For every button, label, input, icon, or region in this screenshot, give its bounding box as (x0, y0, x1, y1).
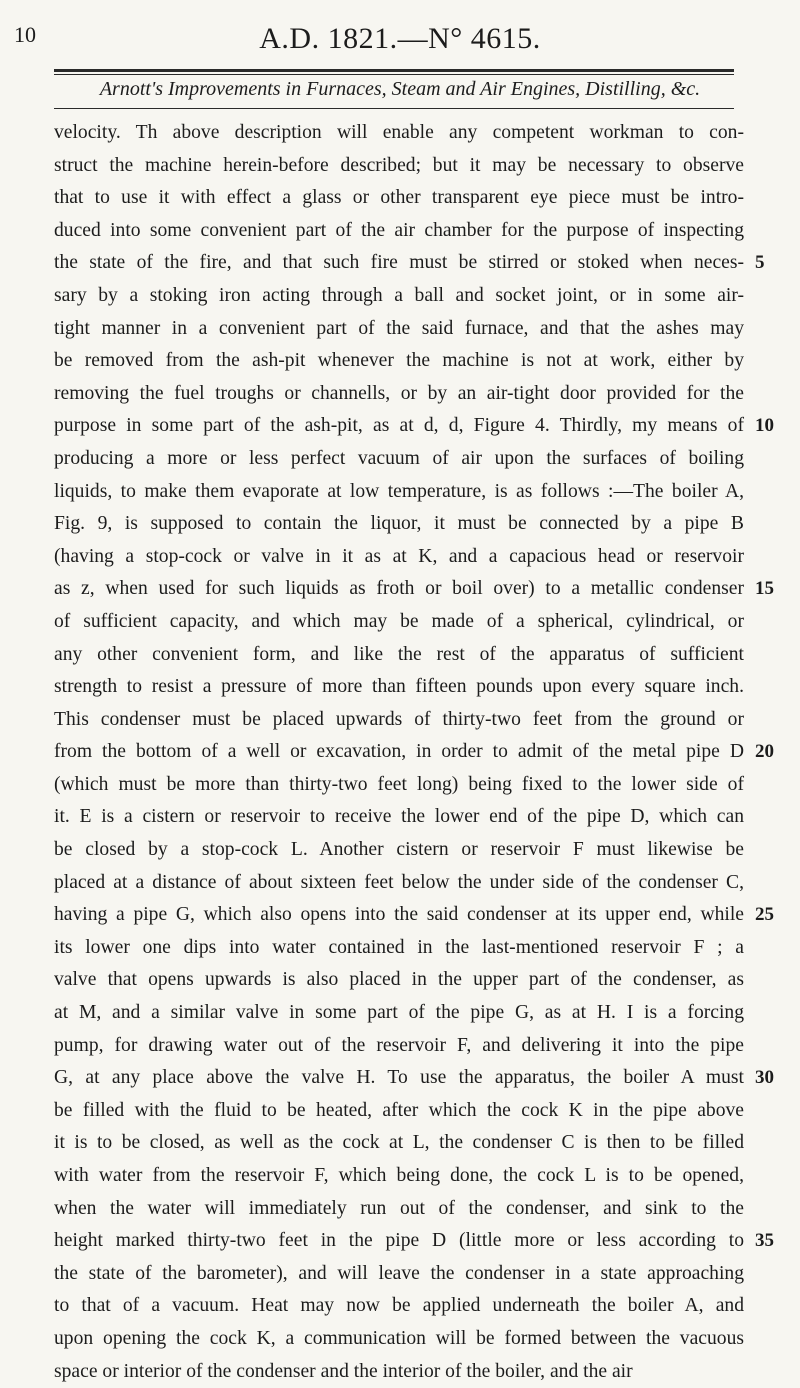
text-line: purpose in some part of the ash-pit, as at d, d, Figure 4. Thirdly, my means of (54, 415, 744, 437)
margin-line-number: 35 (755, 1230, 774, 1251)
text-line: be closed by a stop-cock L. Another cistern or reservoir F must likewise be (54, 839, 744, 861)
text-line: be filled with the fluid to be heated, after which the cock K in the pipe above (54, 1099, 744, 1121)
margin-line-number: 30 (755, 1067, 774, 1089)
text-line: (which must be more than thirty-two feet long) being fixed to the lower side of (54, 773, 744, 795)
text-line: strength to resist a pressure of more than fifteen pounds upon every square inch. (54, 676, 744, 698)
text-line: be removed from the ash-pit whenever the machine is not at work, either by (54, 350, 744, 372)
text-line: placed at a distance of about sixteen feet below the under side of the condenser C, (54, 871, 744, 893)
margin-line-number: 5 (755, 252, 765, 274)
text-line: upon opening the cock K, a communication will be formed between the vacuous (54, 1327, 744, 1349)
text-line: the state of the barometer), and will leave the condenser in a state approaching (54, 1262, 744, 1284)
text-line: it. E is a cistern or reservoir to receive the lower end of the pipe D, which can (54, 806, 744, 828)
header-rule (54, 69, 734, 75)
text-line: to that of a vacuum. Heat may now be applied underneath the boiler A, and (54, 1295, 744, 1317)
text-line: producing a more or less perfect vacuum of air upon the surfaces of boiling (54, 447, 744, 469)
text-line: Fig. 9, is supposed to contain the liquor, it must be connected by a pipe B (54, 513, 744, 535)
text-line: space or interior of the condenser and the interior of the boiler, and the air (54, 1360, 633, 1382)
body-text (54, 117, 744, 1388)
text-line: tight manner in a convenient part of the said furnace, and that the ashes may (54, 317, 744, 339)
text-line: any other convenient form, and like the rest of the apparatus of sufficient (54, 643, 744, 665)
text-line: duced into some convenient part of the air chamber for the purpose of inspecting (54, 219, 744, 241)
margin-line-number: 20 (755, 741, 774, 763)
text-line: liquids, to make them evaporate at low temperature, is as follows :—The boiler A, (54, 480, 744, 502)
text-line: sary by a stoking iron acting through a ball and socket joint, or in some air- (54, 284, 744, 306)
text-line: with water from the reservoir F, which being done, the cock L is to be opened, (54, 1165, 744, 1186)
page-number: 10 (14, 22, 36, 47)
margin-line-number: 25 (755, 904, 774, 926)
text-line: its lower one dips into water contained in the last-mentioned reservoir F ; a (54, 936, 744, 958)
text-line: the state of the fire, and that such fire must be stirred or stoked when neces- (54, 252, 744, 274)
text-line: having a pipe G, which also opens into the said condenser at its upper end, while (54, 904, 744, 926)
text-line: it is to be closed, as well as the cock at L, the condenser C is then to be filled (54, 1132, 744, 1154)
text-line: valve that opens upwards is also placed in the upper part of the condenser, as (54, 969, 744, 991)
text-line: height marked thirty-two feet in the pipe D (little more or less according to (54, 1230, 744, 1252)
text-line: as z, when used for such liquids as froth or boil over) to a metallic condenser (54, 578, 744, 600)
running-head: Arnott's Improvements in Furnaces, Steam and Air Engines, Distilling, &c. (99, 78, 701, 100)
text-line: pump, for drawing water out of the reservoir F, and delivering it into the pipe (54, 1034, 744, 1056)
margin-line-number: 15 (755, 578, 774, 600)
text-line: of sufficient capacity, and which may be made of a spherical, cylindrical, or (54, 610, 744, 632)
header-rule-lower (54, 108, 734, 109)
text-line: at M, and a similar valve in some part of the pipe G, as at H. I is a forcing (54, 1002, 744, 1024)
text-line: G, at any place above the valve H. To use the apparatus, the boiler A must (54, 1067, 744, 1089)
text-line: that to use it with effect a glass or other transparent eye piece must be intro- (54, 187, 744, 209)
text-line: struct the machine herein-before described; but it may be necessary to observe (54, 154, 744, 176)
text-line: from the bottom of a well or excavation, in order to admit of the metal pipe D (54, 741, 744, 763)
text-line: This condenser must be placed upwards of thirty-two feet from the ground or (54, 708, 744, 730)
text-line: velocity. Th above description will enable any competent workman to con- (54, 122, 744, 143)
text-line: removing the fuel troughs or channells, or by an air-tight door provided for the (54, 382, 744, 404)
margin-line-number: 10 (755, 415, 774, 437)
text-line: when the water will immediately run out of the condenser, and sink to the (54, 1197, 744, 1219)
page-title: A.D. 1821.—N° 4615. (259, 22, 541, 55)
text-line: (having a stop-cock or valve in it as at K, and a capacious head or reservoir (54, 545, 744, 567)
